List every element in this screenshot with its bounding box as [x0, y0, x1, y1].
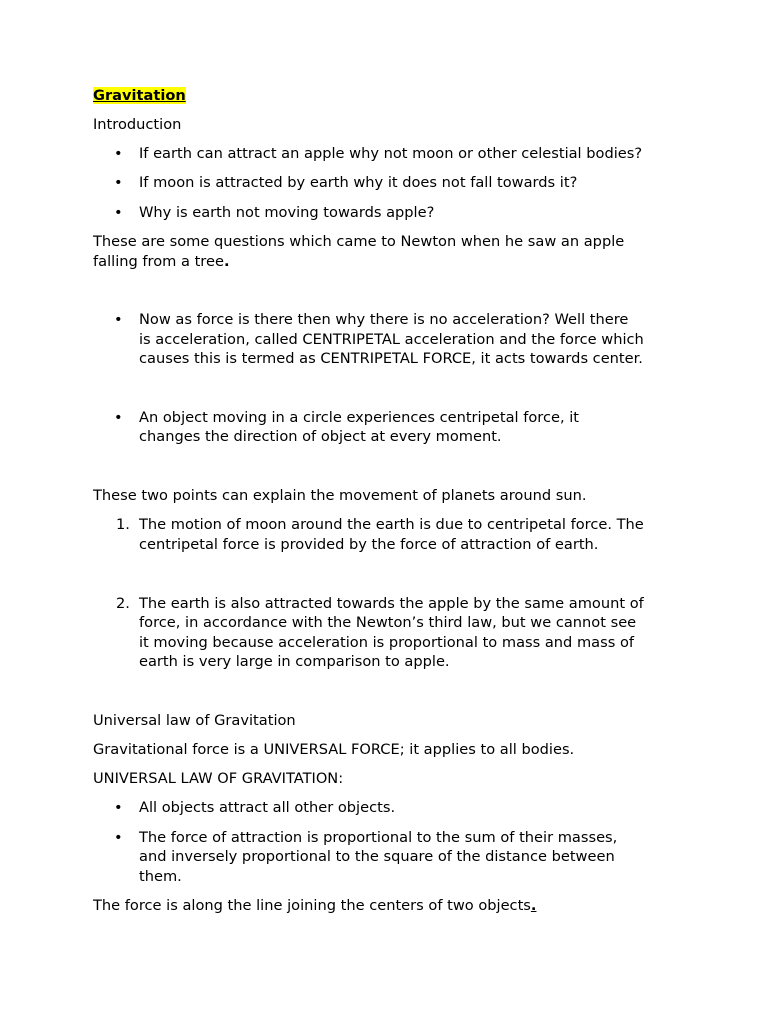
list-item-line: force, in accordance with the Newton’s third law, but we cannot see — [139, 614, 637, 631]
document-title — [93, 86, 186, 106]
paragraph-text: falling from a tree — [93, 253, 224, 270]
bullet-icon: • — [114, 174, 123, 191]
list-item-line: The motion of moon around the earth is due to centripetal force. The — [139, 516, 644, 533]
closing-paragraph — [93, 896, 536, 916]
bullet-icon: • — [114, 409, 123, 426]
paragraph-end-mark: . — [223, 253, 230, 270]
list-item-line: centripetal force is provided by the force of attraction of earth. — [139, 536, 599, 553]
paragraph-line: These are some questions which came to Newton when he saw an apple — [93, 233, 625, 250]
list-item-line: and inversely proportional to the square of the distance between — [139, 848, 615, 865]
list-item-line: causes this is termed as CENTRIPETAL FORCE, it acts towards center. — [139, 350, 643, 367]
list-item-text: If moon is attracted by earth why it does not fall towards it? — [139, 174, 578, 191]
list-item-text: If earth can attract an apple why not moon or other celestial bodies? — [139, 145, 643, 162]
universal-force-paragraph: Gravitational force is a UNIVERSAL FORCE; it applies to all bodies. — [93, 741, 575, 758]
list-item-line: it moving because acceleration is proportional to mass and mass of — [139, 634, 635, 651]
list-item-line: The earth is also attracted towards the apple by the same amount of — [139, 595, 644, 612]
law-heading: UNIVERSAL LAW OF GRAVITATION: — [93, 770, 344, 787]
list-item-line: them. — [139, 868, 182, 885]
universal-heading: Universal law of Gravitation — [93, 712, 296, 729]
list-item-line: is acceleration, called CENTRIPETAL acceleration and the force which — [139, 331, 644, 348]
paragraph-text: The force is along the line joining the centers of two objects — [93, 897, 531, 914]
bullet-icon: • — [114, 829, 123, 846]
list-item-number: 2. — [116, 595, 130, 612]
list-item-line: Now as force is there then why there is no acceleration? Well there — [139, 311, 629, 328]
list-item-line: The force of attraction is proportional to the sum of their masses, — [139, 829, 618, 846]
bullet-icon: • — [114, 311, 123, 328]
paragraph-line — [93, 252, 229, 272]
bullet-icon: • — [114, 204, 123, 221]
list-item-number: 1. — [116, 516, 130, 533]
title-highlight: Gravitation — [93, 87, 186, 104]
list-item-line: An object moving in a circle experiences centripetal force, it — [139, 409, 580, 426]
list-item-text: Why is earth not moving towards apple? — [139, 204, 435, 221]
paragraph-end-mark: . — [530, 897, 537, 914]
planets-paragraph: These two points can explain the movement of planets around sun. — [93, 487, 587, 504]
list-item-line: changes the direction of object at every moment. — [139, 428, 502, 445]
bullet-icon: • — [114, 799, 123, 816]
list-item-line: earth is very large in comparison to apple. — [139, 653, 450, 670]
list-item-line: All objects attract all other objects. — [139, 799, 396, 816]
intro-heading: Introduction — [93, 116, 182, 133]
bullet-icon: • — [114, 145, 123, 162]
